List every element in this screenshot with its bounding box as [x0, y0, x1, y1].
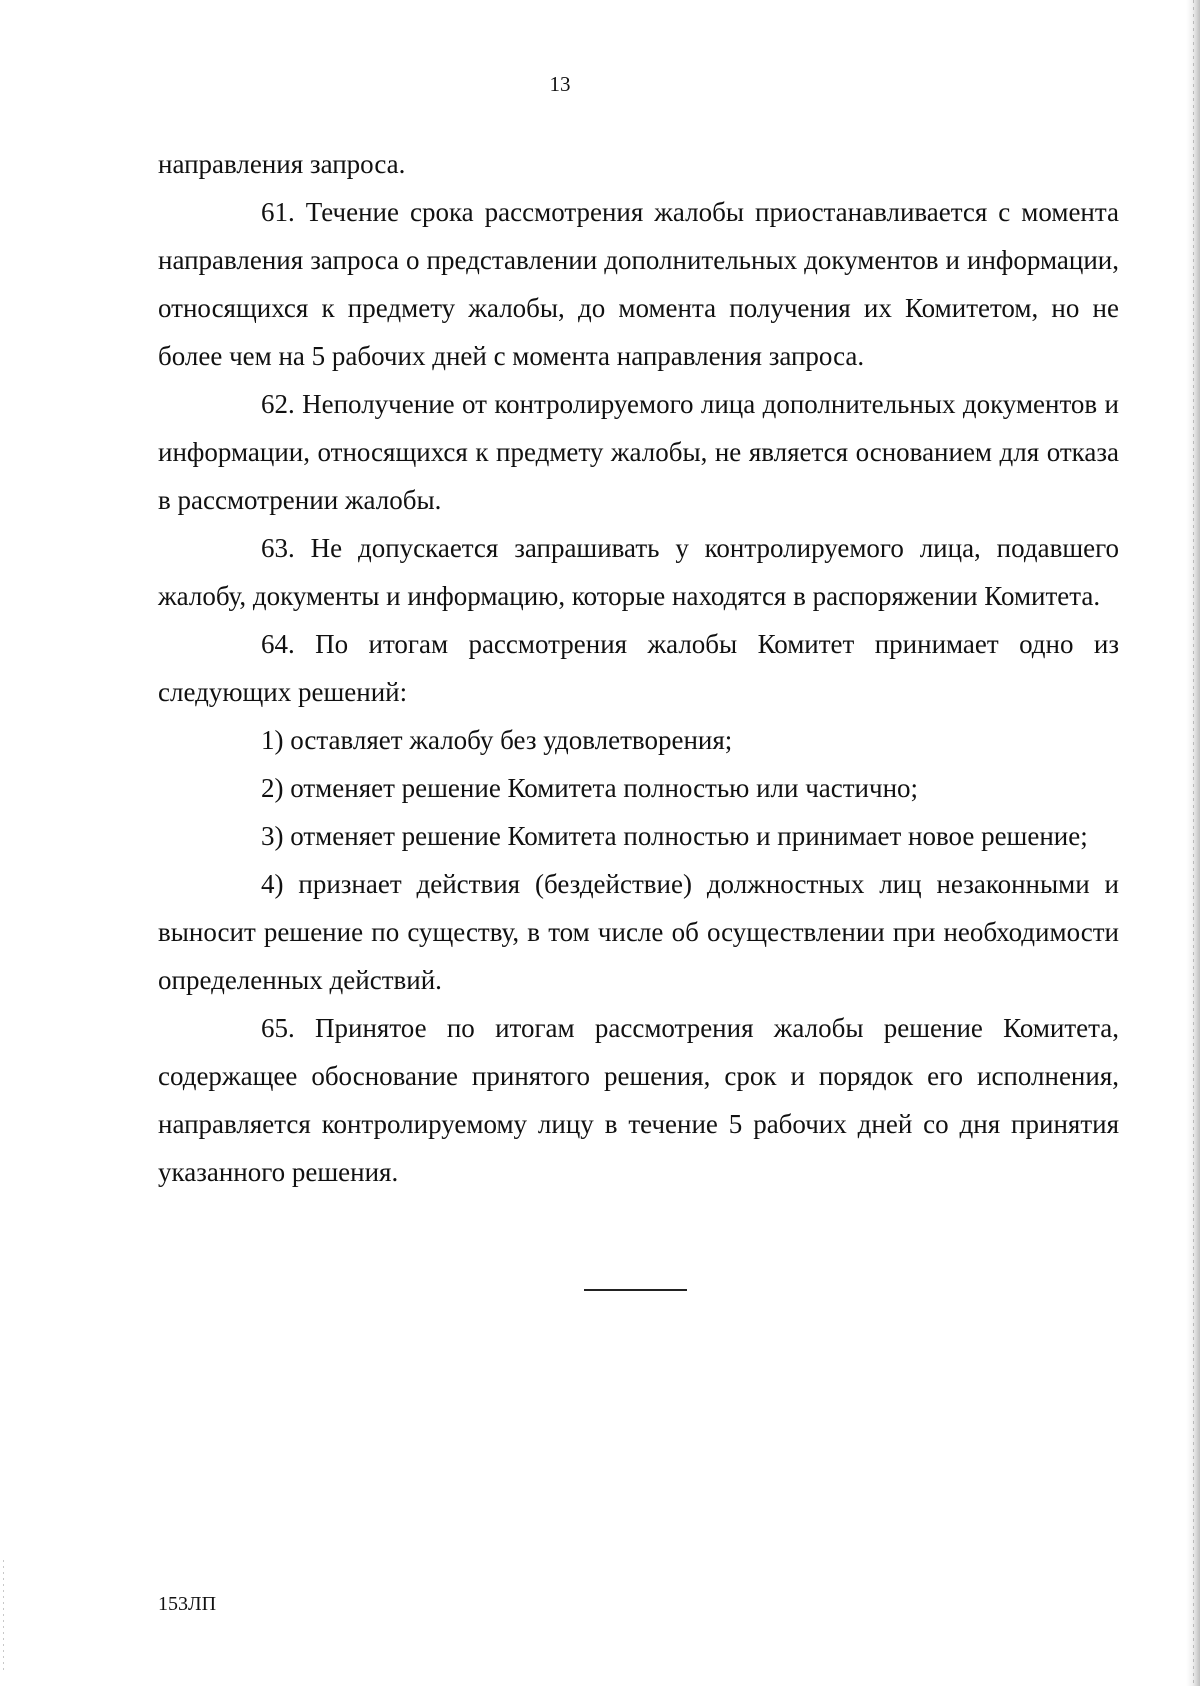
list-item-4: 4) признает действия (бездействие) должностных лиц незаконными и выносит решение по существу, в том числе об осуществлении при необходимости определенных действий. [158, 869, 1119, 995]
paragraph-continuation: направления запроса. [158, 149, 406, 179]
paragraph-65: 65. Принятое по итогам рассмотрения жалобы решение Комитета, содержащее обоснование принятого решения, срок и порядок его исполнения, направляется контролируемому лицу в течение 5 рабочих дней со дня принятия указанного решения. [158, 1013, 1119, 1187]
end-separator-line [584, 1289, 687, 1291]
paragraph-64: 64. По итогам рассмотрения жалобы Комитет принимает одно из следующих решений: [158, 629, 1119, 707]
list-item-1: 1) оставляет жалобу без удовлетворения; [261, 725, 733, 755]
paragraph-63: 63. Не допускается запрашивать у контролируемого лица, подавшего жалобу, документы и информацию, которые находятся в распоряжении Комитета. [158, 533, 1119, 611]
document-body [158, 140, 1119, 1196]
list-item-2: 2) отменяет решение Комитета полностью или частично; [261, 773, 919, 803]
page-number: 13 [549, 72, 571, 96]
document-code: 153ЛП [158, 1593, 217, 1615]
list-item-3: 3) отменяет решение Комитета полностью и принимает новое решение; [261, 821, 1088, 851]
scan-left-speck [3, 1560, 4, 1670]
paragraph-62: 62. Неполучение от контролируемого лица дополнительных документов и информации, относящихся к предмету жалобы, не является основанием для отказа в рассмотрении жалобы. [158, 389, 1119, 515]
paragraph-61: 61. Течение срока рассмотрения жалобы приостанавливается с момента направления запроса о представлении дополнительных документов и информации, относящихся к предмету жалобы, до момента получения их Комитетом, но не более чем на 5 рабочих дней с момента направления запроса. [158, 197, 1119, 371]
scan-edge-shadow [1186, 0, 1200, 1686]
